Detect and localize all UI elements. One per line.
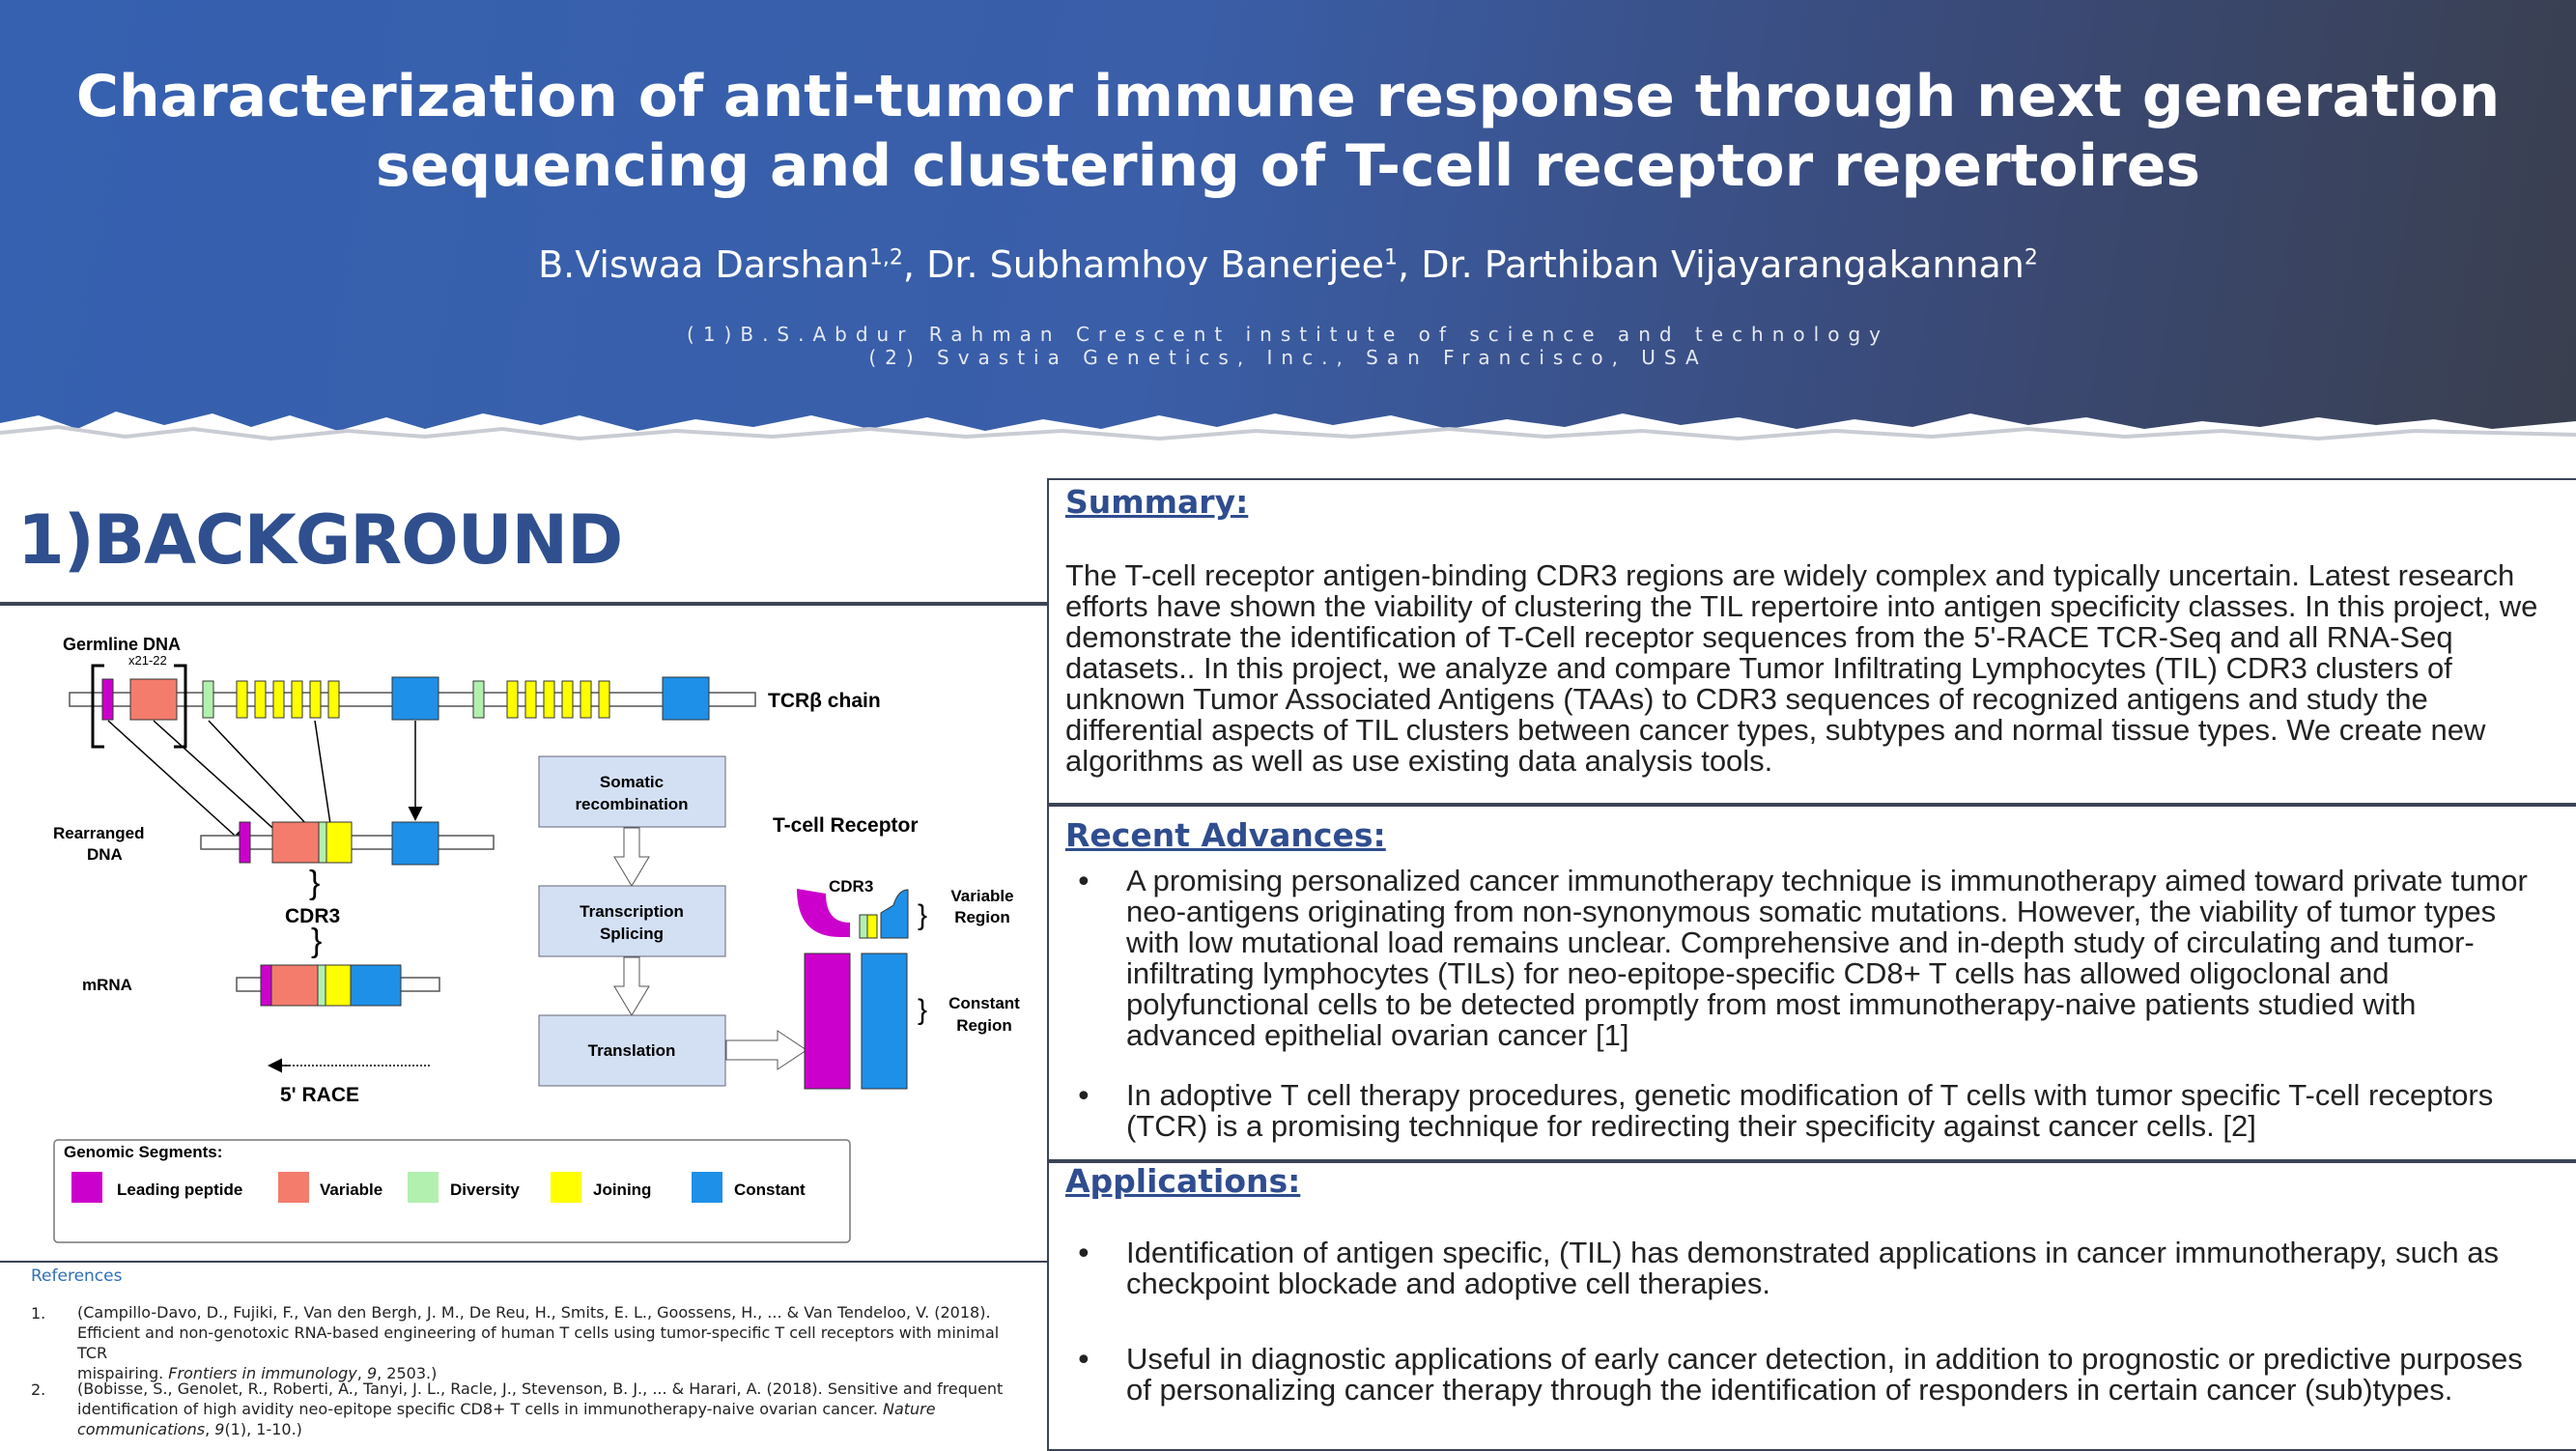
advance-item: In adoptive T cell therapy procedures, genetic modification of T cells with tumor specific T-cell receptors (TCR) is a promising technique for redirecting their specificity against cancer cells. [2] (1126, 1078, 2494, 1143)
receptor-cdr3-label: CDR3 (829, 877, 874, 896)
reference-text: (1), 1-10.) (224, 1420, 302, 1438)
author-list: B.Viswaa Darshan$^{1,2}$, Dr. Subhamhoy Banerjee$^1$, Dr. Parthiban Vijayarangakannan$^2$ (538, 243, 2038, 286)
arrow (154, 721, 290, 843)
segment-joining (562, 681, 573, 718)
segment-joining (599, 681, 609, 718)
legend-label: Diversity (450, 1181, 520, 1199)
bullet: • (1075, 1080, 1092, 1114)
segment-diversity (473, 681, 484, 718)
legend-label: Joining (593, 1181, 652, 1199)
segment-diversity (203, 681, 213, 718)
receptor-constant-right (862, 953, 907, 1089)
receptor-label: T-cell Receptor (773, 814, 919, 837)
reference-number: 1. (31, 1304, 46, 1323)
author-name: Dr. Subhamhoy Banerjee (926, 243, 1385, 286)
legend-swatch-diversity (408, 1172, 439, 1203)
germline-label: Germline DNA (63, 635, 182, 654)
reference-text: , 2503.) (377, 1364, 438, 1382)
variable-region-label: Region (954, 908, 1010, 926)
segment-variable (271, 965, 318, 1006)
summary-heading: Summary: (1065, 483, 1249, 521)
title-line-1: Characterization of anti-tumor immune response through next generation (75, 63, 2501, 130)
poster-title (0, 62, 2576, 201)
application-item: Identification of antigen specific, (TIL) has demonstrated applications in cancer immunotherapy, such as checkpoint blockade and adoptive cell therapies. (1126, 1236, 2500, 1300)
legend-title: Genomic Segments: (64, 1143, 223, 1161)
torn-paper-edge (0, 386, 2576, 464)
background-title: 1)BACKGROUND (17, 500, 623, 580)
legend-label: Constant (734, 1181, 806, 1199)
title-line-2: sequencing and clustering of T-cell receptor repertoires (375, 132, 2201, 200)
reference-line (77, 1399, 1033, 1419)
reference-journal: Nature (882, 1400, 936, 1418)
legend-label: Variable (320, 1181, 383, 1199)
segment-joining (326, 822, 352, 863)
reference-line: Efficient and non-genotoxic RNA-based engineering of human T cells using tumor-specific T cell receptors with minimal TCR (77, 1323, 1000, 1362)
brace: } (311, 923, 323, 959)
step-label: Somatic (599, 773, 665, 791)
reference-text: , (205, 1420, 215, 1438)
author-affil-sup: 1,2 (868, 245, 903, 270)
repeat-label: x21-22 (128, 653, 167, 668)
segment-diversity (318, 965, 326, 1006)
segment-constant (351, 965, 401, 1006)
segment-diversity (319, 822, 326, 863)
mrna-label: mRNA (82, 976, 132, 994)
step-label: Splicing (599, 925, 665, 943)
reference-entry (77, 1379, 1033, 1439)
right-arrow (726, 1031, 807, 1069)
author-name: B.Viswaa Darshan (538, 243, 869, 286)
constant-region-label: Constant (948, 994, 1020, 1012)
reference-line: (Bobisse, S., Genolet, R., Roberti, A., Tanyi, J. L., Racle, J., Stevenson, B. J., ... & Harari, A. (2018). Sensitive and frequent (77, 1380, 1004, 1398)
tcr-figure (0, 604, 1047, 1259)
legend-label: Leading peptide (117, 1181, 243, 1199)
segment-constant (392, 822, 439, 865)
summary-text: The T-cell receptor antigen-binding CDR3 regions are widely complex and typically uncertain. Latest research efforts have shown the viability of clustering the TIL repertoire into antigen specificity classes. In this project, we demonstrate the identification of T-Cell receptor sequences from the 5'-RACE TCR-Seq and all RNA-Seq datasets.. In this project, we analyze and compare Tumor Infiltrating Lymphocytes (TIL) CDR3 clusters of unknown Tumor Associated Antigens (TAAs) to CDR3 sequences of recognized antigens and study the differential aspects of TIL clusters between cancer types, subtypes and normal tissue types. We create new algorithms as well as use existing data analysis tools. (1065, 558, 2538, 778)
legend-swatch-leading (71, 1172, 102, 1203)
down-arrow (614, 828, 649, 886)
segment-joining (273, 681, 284, 718)
segment-joining (310, 681, 321, 718)
affiliation-1: (1)B.S.Abdur Rahman Crescent institute of science and technology (687, 323, 1889, 346)
step-transcription (539, 886, 725, 956)
segment-joining (544, 681, 554, 718)
segment-constant (392, 677, 439, 720)
advances-heading: Recent Advances: (1065, 816, 1386, 854)
rearranged-label: Rearranged (53, 824, 145, 842)
bullet: • (1075, 1344, 1092, 1378)
advance-item: A promising personalized cancer immunotherapy technique is immunotherapy aimed toward private tumor neo-antigens originating from non-synonymous somatic mutations. However, the viability of tumor types with low mutational load remains unclear. Comprehensive and in-depth study of circulating and tumor-infiltrating lymphocytes (TILs) for neo-epitope-specific CD8+ T cells has allowed oligoclonal and polyfunctional cells to be detected promptly from most immunotherapy-naive patients studied with advanced epithelial ovarian cancer [1] (1126, 864, 2528, 1052)
reference-entry (77, 1302, 1033, 1383)
tcr-chain-label: TCRβ chain (768, 690, 881, 712)
reference-text: , (356, 1364, 367, 1382)
legend-swatch-joining (551, 1172, 581, 1203)
segment-constant (663, 677, 709, 720)
application-item: Useful in diagnostic applications of early cancer detection, in addition to prognostic or predictive purposes of personalizing cancer therapy through the identification of responders in certain cancer (sub)types. (1126, 1342, 2523, 1407)
background-title-panel (0, 478, 1049, 604)
receptor-constant-left (805, 953, 850, 1089)
step-label: Translation (587, 1041, 676, 1060)
receptor-variable-left (797, 889, 850, 937)
cdr3-label: CDR3 (285, 905, 341, 927)
segment-joining (326, 965, 351, 1006)
reference-number: 2. (31, 1380, 46, 1399)
receptor-variable-right (881, 890, 908, 938)
author-affil-sup: 1 (1384, 245, 1399, 270)
segment-leading (261, 965, 271, 1006)
receptor-cdr3-joining (867, 915, 877, 938)
race-label: 5' RACE (280, 1084, 360, 1106)
reference-text: identification of high avidity neo-epitope specific CD8+ T cells in immunotherapy-naive ovarian cancer. (77, 1400, 883, 1418)
reference-line (77, 1419, 1033, 1439)
segment-joining (328, 681, 339, 718)
bullet: • (1075, 1238, 1092, 1271)
legend-swatch-constant (692, 1172, 722, 1203)
reference-journal: Frontiers in immunology (168, 1364, 357, 1382)
author-name: Dr. Parthiban Vijayarangakannan (1421, 243, 2024, 286)
receptor-cdr3-diversity (860, 915, 867, 938)
step-label: Transcription (580, 902, 684, 921)
reference-volume: 9 (214, 1420, 225, 1438)
step-somatic-recombination (539, 756, 725, 827)
applications-panel (1047, 1159, 2576, 1451)
bullet: • (1075, 866, 1092, 899)
segment-joining (292, 681, 302, 718)
segment-joining (525, 681, 536, 718)
brace: } (918, 994, 928, 1026)
reference-volume: 9 (366, 1364, 378, 1382)
constant-region-label: Region (956, 1016, 1012, 1035)
segment-variable (272, 822, 319, 863)
segment-joining (580, 681, 591, 718)
reference-text: mispairing. (77, 1364, 169, 1382)
segment-joining (237, 681, 247, 718)
legend-swatch-variable (278, 1172, 309, 1203)
brace: } (918, 899, 928, 931)
affiliation-2: (2) Svastia Genetics, Inc., San Francisco, USA (868, 346, 1708, 369)
author-affil-sup: 2 (2024, 245, 2038, 270)
applications-heading: Applications: (1065, 1162, 1301, 1200)
reference-line: (Campillo-Davo, D., Fujiki, F., Van den Bergh, J. M., De Reu, H., Smits, E. L., Goossens, H., ... & Van Tendeloo, V. (2018). (77, 1303, 991, 1322)
segment-variable (130, 679, 177, 720)
segment-leading (240, 822, 250, 863)
segment-leading (102, 679, 113, 720)
variable-region-label: Variable (950, 887, 1014, 905)
brace: } (309, 865, 321, 901)
rearranged-label: DNA (87, 845, 123, 864)
down-arrow (614, 957, 649, 1015)
step-label: recombination (575, 795, 689, 813)
reference-journal: communications (77, 1420, 206, 1438)
references-title: References (31, 1266, 123, 1286)
segment-joining (255, 681, 266, 718)
segment-joining (507, 681, 518, 718)
